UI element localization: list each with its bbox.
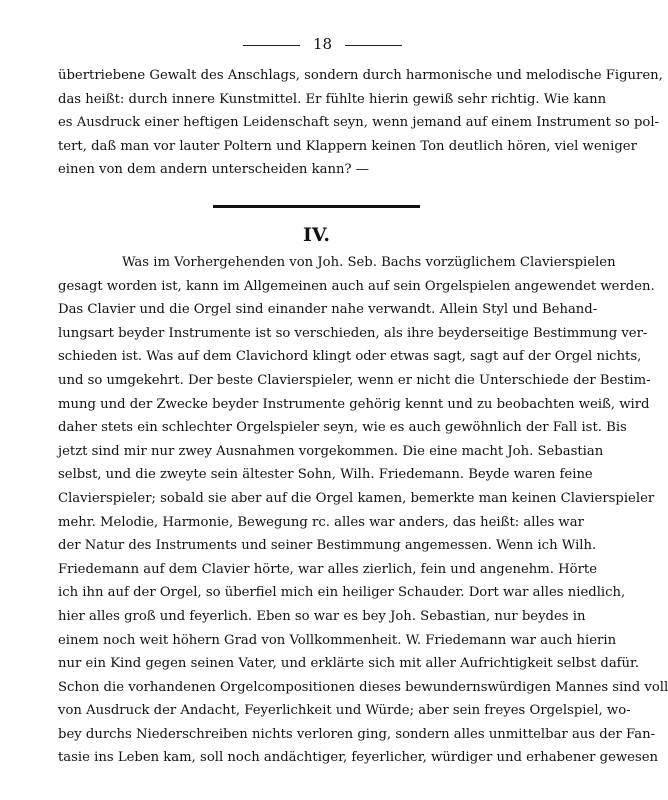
text-line: mehr. Melodie, Harmonie, Bewegung rc. alles war anders, das heißt: alles war [58,514,584,530]
text-line: bey durchs Niederschreiben nichts verloren ging, sondern alles unmittelbar aus der Fan- [58,726,656,742]
running-head [0,34,633,54]
header-rule-left [243,45,300,46]
text-line: tasie ins Leben kam, soll noch andächtiger, feyerlicher, würdiger und erhabener gewesen [58,750,659,766]
text-line: von Ausdruck der Andacht, Feyerlichkeit und Würde; aber sein freyes Orgelspiel, wo- [58,703,631,719]
section-heading: IV. [303,224,330,246]
text-line: mung und der Zwecke beyder Instrumente gehörig kennt und zu beobachten weiß, wird [58,396,650,412]
text-line: der Natur des Instruments und seiner Bestimmung angemessen. Wenn ich Wilh. [58,538,597,554]
text-line: tert, daß man vor lauter Poltern und Klappern keinen Ton deutlich hören, viel weniger [58,138,637,154]
text-line: einem noch weit höhern Grad von Vollkommenheit. W. Friedemann war auch hierin [58,632,617,648]
text-line: jetzt sind mir nur zwey Ausnahmen vorgekommen. Die eine macht Joh. Sebastian [58,443,604,459]
text-line: Was im Vorhergehenden von Joh. Seb. Bachs vorzüglichem Clavierspielen [122,255,616,270]
page-number: 18 [312,35,333,53]
text-line: das heißt: durch innere Kunstmittel. Er fühlte hierin gewiß sehr richtig. Wie kann [58,91,607,107]
section-body [58,251,668,770]
text-line: und so umgekehrt. Der beste Clavierspieler, wenn er nicht die Unterschiede der Bestim- [58,372,651,388]
text-line: daher stets ein schlechter Orgelspieler seyn, wie es auch gewöhnlich der Fall ist. Bis [58,420,627,436]
text-line: Friedemann auf dem Clavier hörte, war alles zierlich, fein und angenehm. Hörte [58,561,598,577]
text-line: lungsart beyder Instrumente ist so verschieden, als ihre beyderseitige Bestimmung ver- [58,325,648,341]
text-line: selbst, und die zweyte sein ältester Sohn, Wilh. Friedemann. Beyde waren feine [58,467,593,483]
text-line: hier alles groß und feyerlich. Eben so war es bey Joh. Sebastian, nur beydes in [58,608,586,624]
text-line: gesagt worden ist, kann im Allgemeinen auch auf sein Orgelspielen angewendet werden. [58,278,655,294]
intro-paragraph [58,64,663,182]
text-line: übertriebene Gewalt des Anschlags, sondern durch harmonische und melodische Figuren, [58,68,663,83]
section-divider [213,205,420,208]
text-line: es Ausdruck einer heftigen Leidenschaft seyn, wenn jemand auf einem Instrument so pol- [58,115,660,131]
text-line: nur ein Kind gegen seinen Vater, und erklärte sich mit aller Aufrichtigkeit selbst dafür. [58,656,640,672]
text-line: Das Clavier und die Orgel sind einander nahe verwandt. Allein Styl und Behand- [58,302,598,318]
text-line: Clavierspieler; sobald sie aber auf die Orgel kamen, bemerkte man keinen Clavierspieler [58,490,655,506]
text-line: Schon die vorhandenen Orgelcompositionen dieses bewundernswürdigen Mannes sind voll [58,679,668,695]
header-rule-right [345,45,402,46]
text-line: einen von dem andern unterscheiden kann? — [58,162,369,178]
text-line: schieden ist. Was auf dem Clavichord klingt oder etwas sagt, sagt auf der Orgel nichts, [58,349,642,365]
text-line: ich ihn auf der Orgel, so überfiel mich ein heiliger Schauder. Dort war alles niedlich, [58,585,626,601]
